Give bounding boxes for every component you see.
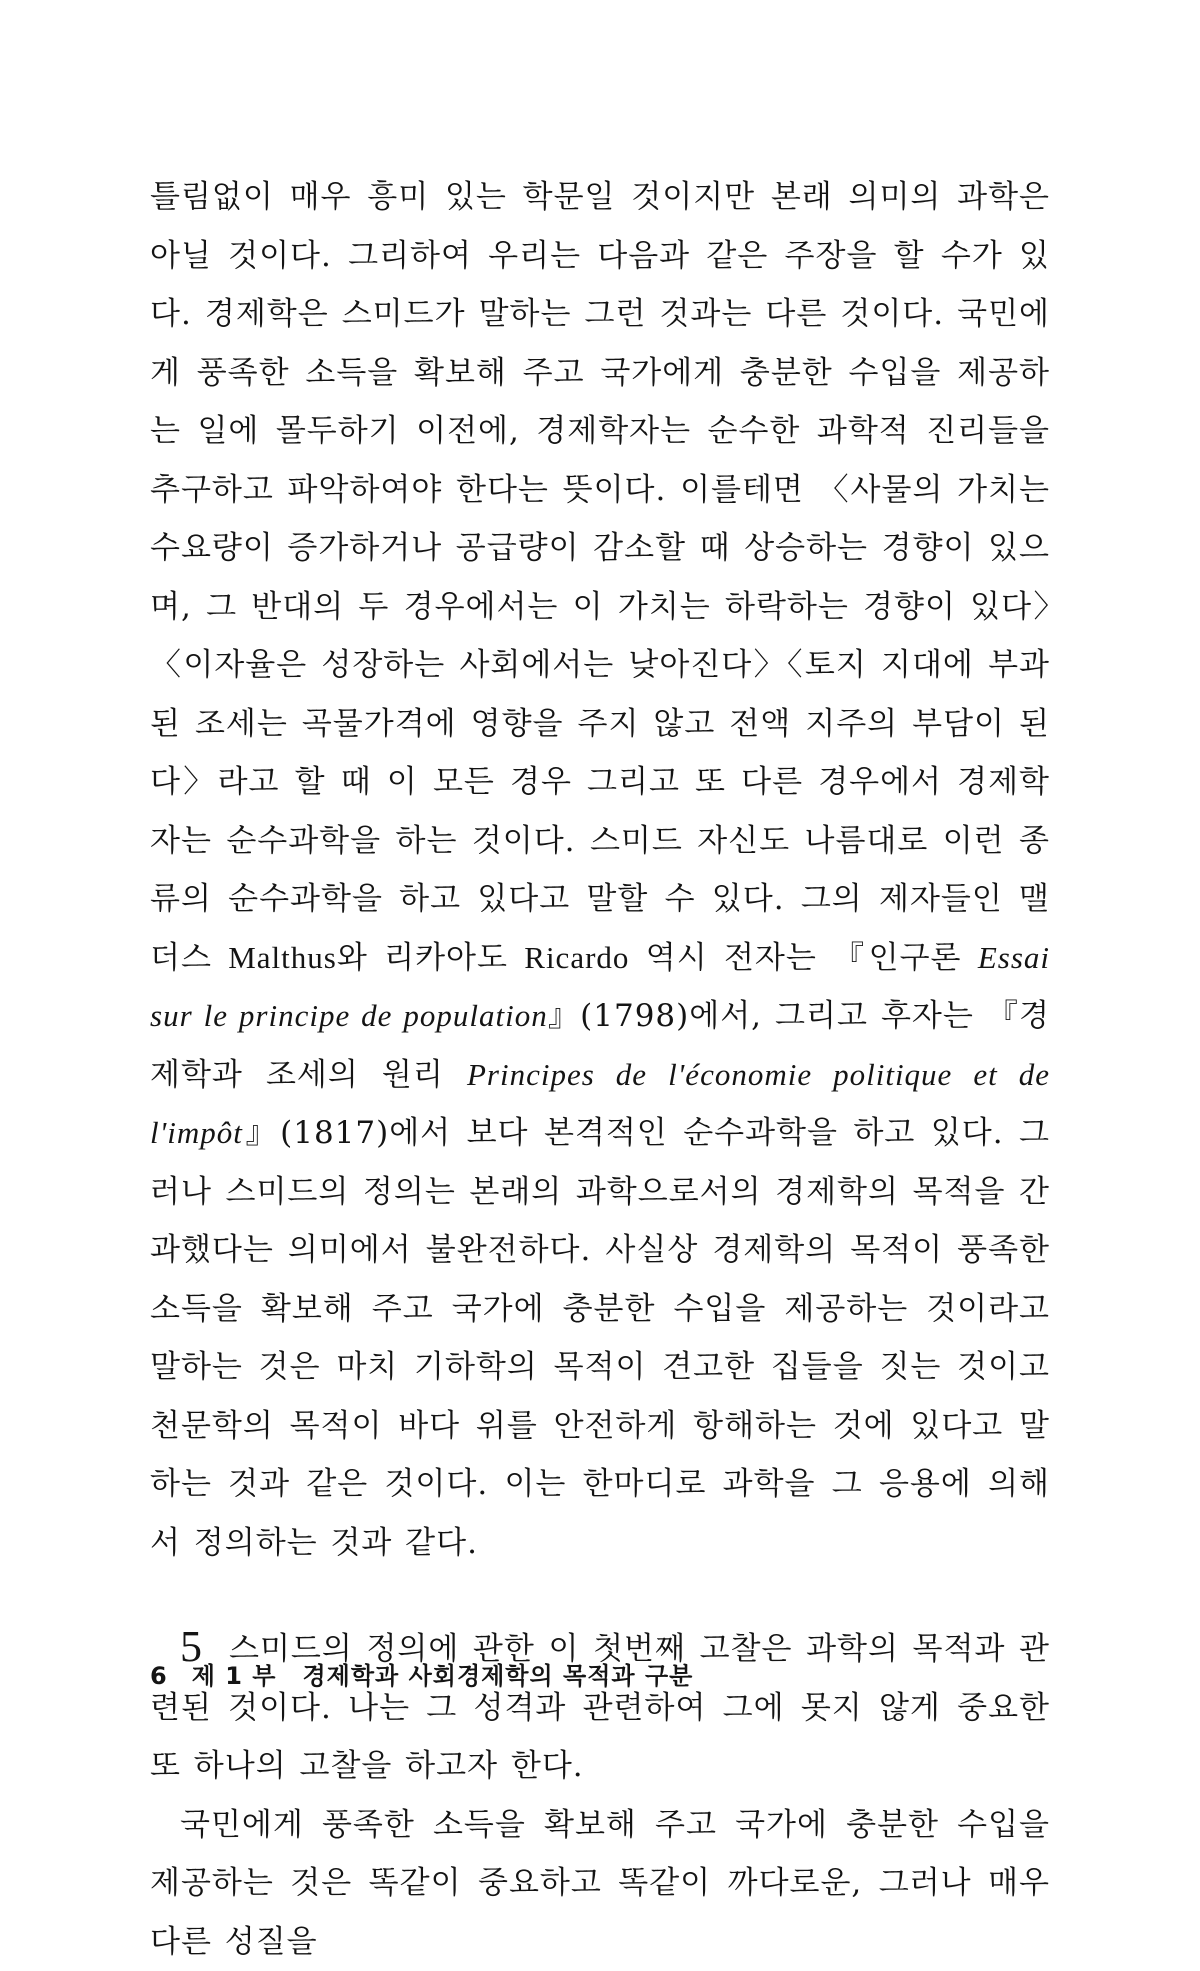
- principes-book-title: Principes de l'économie politique et de l'impôt: [150, 1057, 1050, 1151]
- paragraph-1-text-b: 와 리카아도: [337, 940, 524, 976]
- page-body: [150, 168, 1050, 1971]
- part-label: 제 1 부: [192, 1662, 277, 1690]
- page-footer: [150, 1656, 693, 1691]
- page-number: 6: [150, 1662, 168, 1690]
- paragraph-1: [150, 168, 1050, 1572]
- part-title: 경제학과 사회경제학의 목적과 구분: [302, 1662, 693, 1690]
- paragraph-3: [150, 1796, 1050, 1971]
- malthus-name: Malthus: [228, 940, 337, 975]
- ricardo-name: Ricardo: [524, 940, 629, 975]
- section-5-paragraph: [150, 1620, 1050, 1796]
- section-5-text: 스미드의 정의에 관한 이 첫번째 고찰은 과학의 목적과 관련된 것이다. 나는 그 성격과 관련하여 그에 못지 않게 중요한 또 하나의 고찰을 하고자 한다.: [150, 1631, 1050, 1784]
- paragraph-3-text: 국민에게 풍족한 소득을 확보해 주고 국가에 충분한 수입을 제공하는 것은 똑같이 중요하고 똑같이 까다로운, 그러나 매우 다른 성질을: [150, 1807, 1050, 1960]
- paragraph-1-text-a: 틀림없이 매우 흥미 있는 학문일 것이지만 본래 의미의 과학은 아닐 것이다. 그리하여 우리는 다음과 같은 주장을 할 수가 있다. 경제학은 스미드가 말하는 그런 것과는 다른 것이다. 국민에게 풍족한 소득을 확보해 주고 국가에게 충분한 수입을 제공하는 일에 몰두하기 이전에, 경제학자는 순수한 과학적 진리들을 추구하고 파악하여야 한다는 뜻이다. 이를테면 〈사물의 가치는 수요량이 증가하거나 공급량이 감소할 때 상승하는 경향이 있으며, 그 반대의 두 경우에서는 이 가치는 하락하는 경향이 있다〉〈이자율은 성장하는 사회에서는 낮아진다〉〈토지 지대에 부과된 조세는 곡물가격에 영향을 주지 않고 전액 지주의 부담이 된다〉라고 할 때 이 모든 경우 그리고 또 다른 경우에서 경제학자는 순수과학을 하는 것이다. 스미드 자신도 나름대로 이런 종류의 순수과학을 하고 있다고 말할 수 있다. 그의 제자들인 맬더스: [150, 179, 1050, 976]
- essai-book-title: Essai sur le principe de population: [150, 940, 1050, 1034]
- paragraph-1-text-c: 역시 전자는 『인구론: [629, 940, 977, 976]
- paragraph-1-text-d: 』(1798)에서, 그리고 후자는 『경제학과 조세의 원리: [150, 998, 1050, 1093]
- paragraph-1-text-e: 』(1817)에서 보다 본격적인 순수과학을 하고 있다. 그러나 스미드의 정의는 본래의 과학으로서의 경제학의 목적을 간과했다는 의미에서 불완전하다. 사실상 경제학의 목적이 풍족한 소득을 확보해 주고 국가에 충분한 수입을 제공하는 것이라고 말하는 것은 마치 기하학의 목적이 견고한 집들을 짓는 것이고 천문학의 목적이 바다 위를 안전하게 항해하는 것에 있다고 말하는 것과 같은 것이다. 이는 한마디로 과학을 그 응용에 의해서 정의하는 것과 같다.: [150, 1115, 1050, 1561]
- section-number: 5: [180, 1622, 203, 1671]
